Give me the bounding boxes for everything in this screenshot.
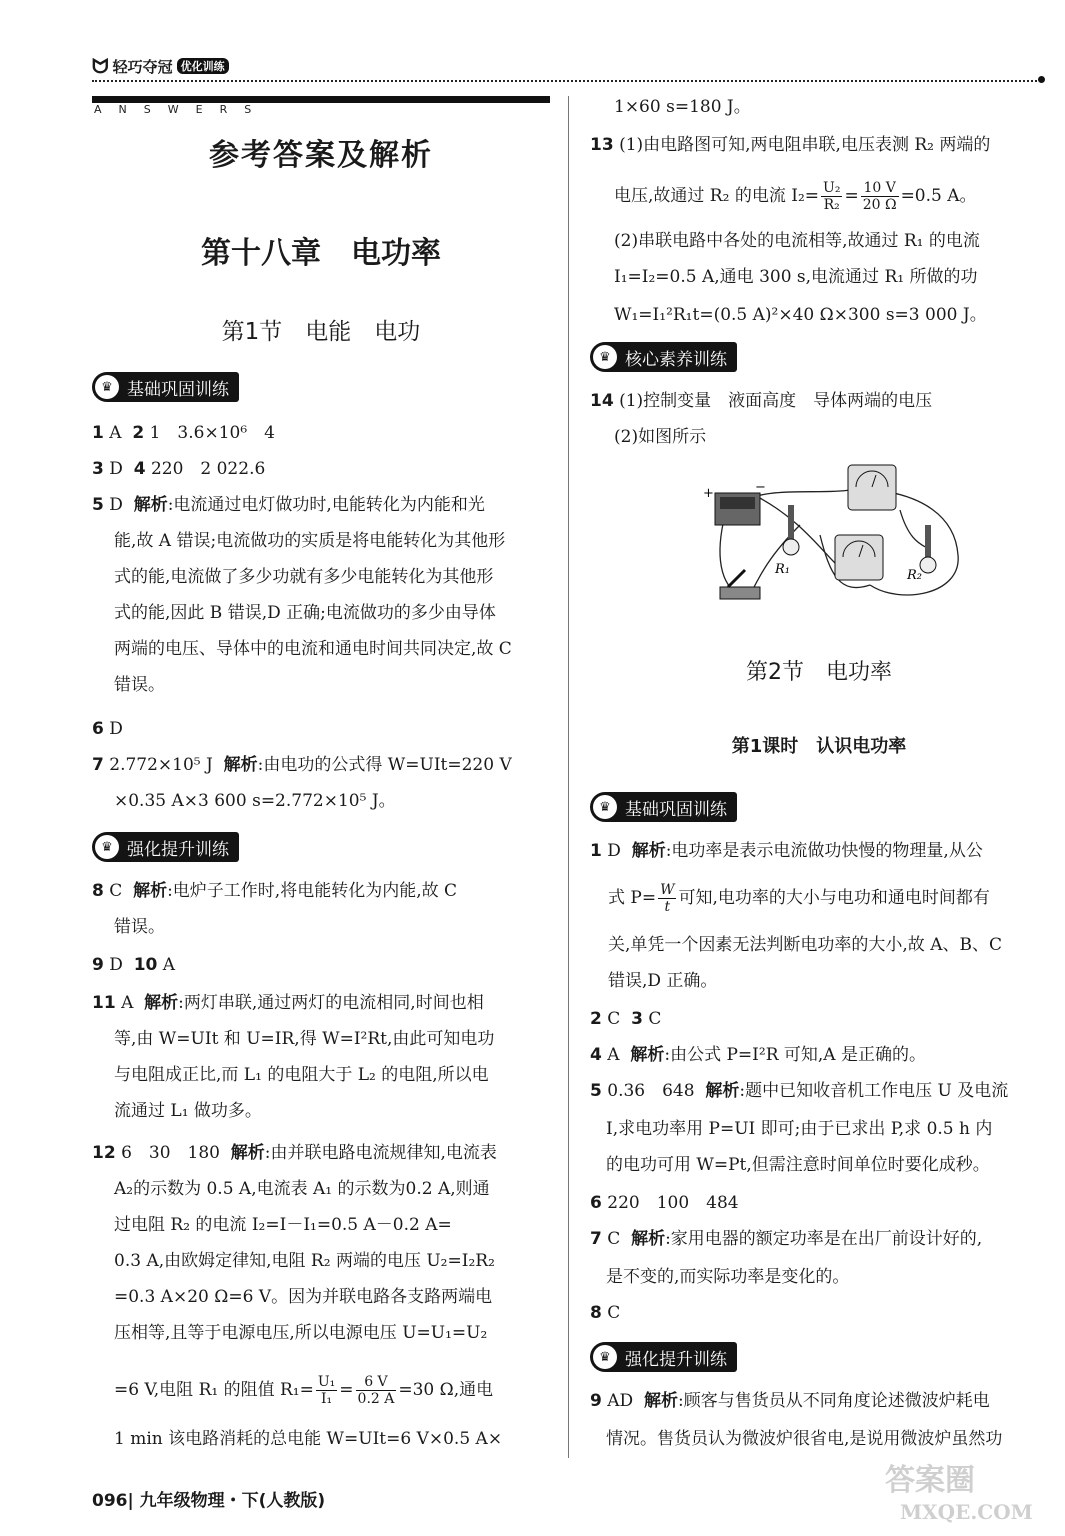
battery-minus-label: −: [755, 480, 766, 495]
crown-icon: ♛: [593, 795, 617, 819]
answer-text: (2)如图所示: [614, 427, 707, 447]
answer-text: (2)串联电路中各处的电流相等,故通过 R₁ 的电流: [614, 231, 980, 251]
header-rule-endpoint: [1038, 76, 1045, 83]
answer-line-3-4: 3 D 4 220 2 022.6: [92, 459, 266, 479]
answer-text: 关,单凭一个因素无法判断电功率的大小,故 A、B、C: [608, 935, 1002, 955]
answer-text: 等,由 W=UIt 和 U=IR,得 W=I²Rt,由此可知电功: [114, 1029, 495, 1049]
label-basic-training-2: [590, 792, 737, 822]
chapter-title: 第十八章 电功率: [201, 236, 441, 271]
page-title: 参考答案及解析: [209, 138, 433, 173]
answer-line-11: 11 A 解析:两灯串联,通过两灯的电流相同,时间也相: [92, 993, 484, 1013]
answer-line-7: 7 2.772×10⁵ J 解析:由电功的公式得 W=UIt=220 V: [92, 755, 512, 775]
fraction: $\frac{10 V}{20 \Omega}$: [862, 180, 897, 213]
answer-text: A₂的示数为 0.5 A,电流表 A₁ 的示数为0.2 A,则通: [114, 1179, 490, 1199]
answer-text: 错误。: [114, 917, 165, 937]
resistor-r2-icon: [920, 525, 936, 573]
answer-text: I₁=I₂=0.5 A,通电 300 s,电流通过 R₁ 所做的功: [614, 267, 978, 287]
logo-tag: 优化训练: [177, 58, 229, 74]
watermark-text-2: MXQE.COM: [900, 1500, 1033, 1524]
answer-line-9-10: 9 D 10 A: [92, 955, 176, 975]
answer-line-r6: 6 220 100 484: [590, 1193, 739, 1213]
answer-line-r2-3: 2 C 3 C: [590, 1009, 662, 1029]
lesson-title: 第1课时 认识电功率: [731, 736, 907, 757]
battery-icon: [715, 493, 760, 525]
meter-top-icon: [848, 465, 896, 510]
answer-text: 两端的电压、导体中的电流和通电时间共同决定,故 C: [114, 639, 512, 659]
meter-middle-icon: [835, 535, 883, 580]
label-improve-training-2: [590, 1342, 737, 1372]
answer-line-5: 5 D 解析:电流通过电灯做功时,电能转化为内能和光: [92, 495, 485, 515]
answers-bar: [92, 96, 550, 103]
fraction: $\frac{6 V}{0.2 A}$: [357, 1374, 395, 1407]
answer-text: 是不变的,而实际功率是变化的。: [606, 1267, 850, 1287]
answer-text: 流通过 L₁ 做功多。: [114, 1101, 262, 1121]
resistor-r1-icon: [783, 505, 799, 555]
answer-text: ×0.35 A×3 600 s=2.772×10⁵ J。: [114, 791, 396, 811]
page-footer: [92, 1486, 325, 1511]
book-title: 九年级物理・下(人教版): [139, 1491, 326, 1511]
answer-text-fraction: 式 P= $\frac{W}{t}$ 可知,电功率的大小与电功和通电时间都有: [608, 882, 990, 915]
answer-text: 能,故 A 错误;电流做功的实质是将电能转化为其他形: [114, 531, 506, 551]
answer-text: 错误,D 正确。: [608, 971, 718, 991]
crown-icon: ♛: [593, 1345, 617, 1369]
answer-text: 1×60 s=180 J。: [614, 97, 751, 117]
logo-text: 轻巧夺冠: [112, 57, 173, 76]
label-improve-training: [92, 832, 239, 862]
answer-text: 式的能,因此 B 错误,D 正确;电流做功的多少由导体: [114, 603, 496, 623]
answer-line-13: 13 (1)由电路图可知,两电阻串联,电压表测 R₂ 两端的: [590, 135, 991, 155]
answer-text: 1 min 该电路消耗的总电能 W=UIt=6 V×0.5 A×: [114, 1429, 503, 1449]
watermark-logo: [880, 1455, 1050, 1525]
column-divider: [568, 96, 569, 1458]
answer-text: =0.3 A×20 Ω=6 V。因为并联电路各支路两端电: [114, 1287, 493, 1307]
answer-line-r9: 9 AD 解析:顾客与售货员从不同角度论述微波炉耗电: [590, 1391, 990, 1411]
answer-line-r1: 1 D 解析:电功率是表示电流做功快慢的物理量,从公: [590, 841, 983, 861]
section-title-1: 第1节 电能 电功: [221, 319, 421, 345]
answer-text: W₁=I₁²R₁t=(0.5 A)²×40 Ω×300 s=3 000 J。: [614, 305, 987, 325]
circuit-diagram: [700, 455, 980, 615]
brand-logo: [92, 52, 262, 80]
answer-line-12: 12 6 30 180 解析:由并联电路电流规律知,电流表: [92, 1143, 497, 1163]
label-basic-training: [92, 372, 239, 402]
answer-line-14: 14 (1)控制变量 液面高度 导体两端的电压: [590, 391, 933, 411]
answer-line-1-2: 1 A 2 1 3.6×10⁶ 4: [92, 423, 275, 443]
answer-text: 错误。: [114, 675, 165, 695]
answer-text: 0.3 A,由欧姆定律知,电阻 R₂ 两端的电压 U₂=I₂R₂: [114, 1251, 495, 1271]
answer-text: 的电功可用 W=Pt,但需注意时间单位时要化成秒。: [606, 1155, 990, 1175]
answer-line-r5: 5 0.36 648 解析:题中已知收音机工作电压 U 及电流: [590, 1081, 1009, 1101]
answer-line-r8: 8 C: [590, 1303, 621, 1323]
battery-plus-label: +: [703, 486, 714, 501]
answers-label: ANSWERS: [94, 103, 269, 116]
label-text: 基础巩固训练: [625, 799, 727, 820]
answer-text: 式的能,电流做了多少功就有多少电能转化为其他形: [114, 567, 494, 587]
switch-icon: [720, 570, 760, 599]
fraction: $\frac{\text{U₁}}{\text{I₁}}$: [317, 1374, 336, 1407]
answer-text: 过电阻 R₂ 的电流 I₂=I－I₁=0.5 A－0.2 A=: [114, 1215, 452, 1235]
answer-line-r7: 7 C 解析:家用电器的额定功率是在出厂前设计好的,: [590, 1229, 983, 1249]
answer-text: I,求电功率用 P=UI 即可;由于已求出 P,求 0.5 h 内: [606, 1119, 993, 1139]
fraction: $\frac{W}{t}$: [660, 882, 675, 915]
answer-text: 情况。售货员认为微波炉很省电,是说用微波炉虽然功: [606, 1429, 1003, 1449]
watermark-text-1: 答案圈: [885, 1463, 975, 1498]
mascot-icon: ᗢ: [92, 54, 109, 78]
answer-text-fraction: 电压,故通过 R₂ 的电流 I₂= $\frac{\text{U₂}}{\text{R₂}}$ = $\frac{10 V}{20 \Omega}$ =0.5 A。: [614, 180, 977, 213]
page-number: 096|: [92, 1491, 134, 1511]
label-core-training: [590, 342, 737, 372]
fraction: $\frac{\text{U₂}}{\text{R₂}}$: [823, 180, 841, 213]
answer-line-8: 8 C 解析:电炉子工作时,将电能转化为内能,故 C: [92, 881, 458, 901]
crown-icon: ♛: [593, 345, 617, 369]
label-text: 强化提升训练: [625, 1349, 727, 1370]
answer-text-fraction: =6 V,电阻 R₁ 的阻值 R₁= $\frac{\text{U₁}}{\text{I₁}}$ = $\frac{6 V}{0.2 A}$ =30 Ω,通电: [114, 1374, 494, 1407]
label-text: 强化提升训练: [127, 839, 229, 860]
section-title-2: 第2节 电功率: [746, 660, 892, 685]
answer-line-6: 6 D: [92, 719, 123, 739]
r1-label: R₁: [775, 562, 790, 577]
crown-icon: ♛: [95, 835, 119, 859]
header-dotted-rule: [92, 80, 1044, 82]
answer-line-r4: 4 A 解析:由公式 P=I²R 可知,A 是正确的。: [590, 1045, 926, 1065]
crown-icon: ♛: [95, 375, 119, 399]
label-text: 基础巩固训练: [127, 379, 229, 400]
r2-label: R₂: [907, 568, 922, 583]
answer-text: 与电阻成正比,而 L₁ 的电阻大于 L₂ 的电阻,所以电: [114, 1065, 489, 1085]
answer-text: 压相等,且等于电源电压,所以电源电压 U=U₁=U₂: [114, 1323, 488, 1343]
label-text: 核心素养训练: [625, 349, 727, 370]
